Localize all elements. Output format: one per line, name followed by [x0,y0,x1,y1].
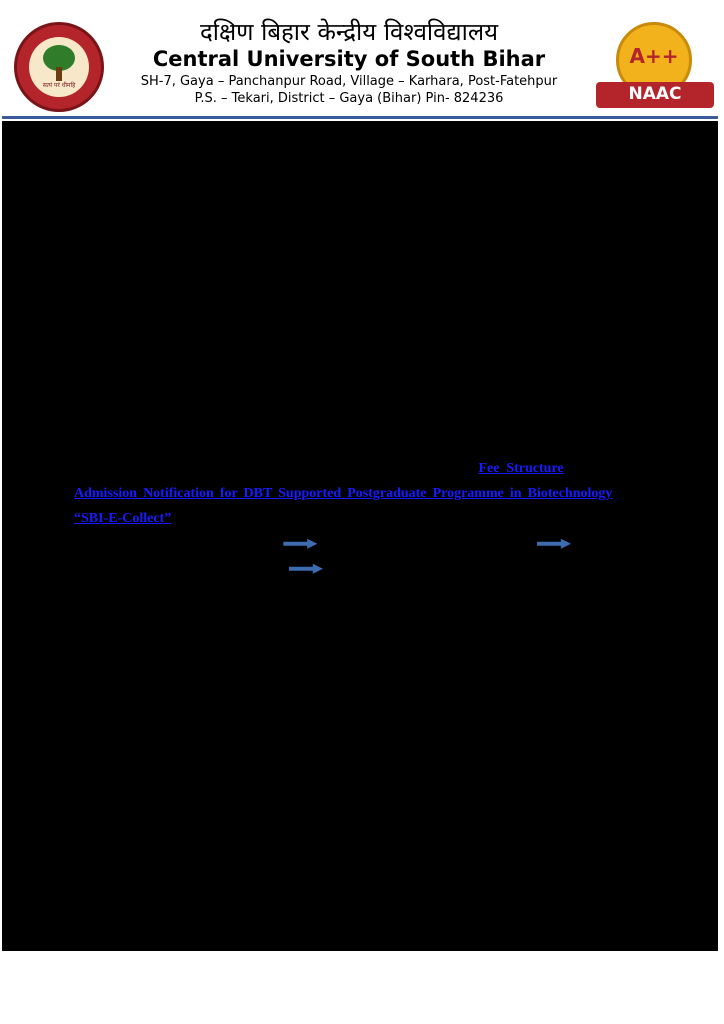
logo-motto: सत्यं परं धीमहि [42,82,76,89]
university-logo [14,22,104,112]
naac-grade: A++ [629,44,679,68]
address-line-1: SH-7, Gaya – Panchanpur Road, Village – Karhara, Post-Fatehpur [140,74,558,89]
admission-link-line-2: PROGRAMME IN BIOTECHNOLOGY [74,684,321,699]
para-number: 2. [74,436,85,451]
col-appl-no: GATB Appl. No. [272,289,371,304]
arrow-right-icon [537,539,571,549]
col-roll-no: GATB Roll No. [127,289,219,304]
university-title-block [112,17,586,110]
naac-label: NAAC [628,84,682,104]
header-divider [2,116,718,119]
para-text-d: within the deadline (from 12.09.2023 to 13.09.2023). [177,511,491,526]
select-category-text: Select Category [74,536,663,576]
notice-title [62,154,662,186]
address [112,73,586,107]
para-text-a: The provisionally selected students for admission in DBT supported Biotechnology Programme may apply for admission by depositing the programme fee as per [74,436,662,476]
type-text: & type [460,561,500,576]
admission-notification-heading-link[interactable] [74,666,662,700]
naac-badge [596,22,714,112]
notice-title-line-1: ANNOUNCEMENT OF FEE PAYMENT & MERIT LIST (3rd ROUND) FOR ADMISSION IN DBT [81,154,643,169]
address-line-2: P.S. – Tekari, District – Gaya (Bihar) Pin- 824236 [194,91,504,106]
payment-category-text: payment category as Admission Fee - DBT Supported PG Prog -3rd Round . [74,586,662,626]
serial-4: 4 [80,379,87,394]
notice-title-line-2: SUPPORTED POSTGRADUATE PROGRAMME IN BIOTECHNOLOGY: ACADEMIC YEAR 2023-24 [69,170,655,185]
list-heading: List of candidates selected for admission in DBT supported M.Sc. Biotechnology Programme [72,250,550,282]
admission-link-line-1: ADMISSION NOTIFICATION FOR DBT SUPPORTED POSTGRADUATE [74,667,662,682]
educational-institutions-text: Educational Institutions [144,561,286,576]
serial-1: 1 [80,311,87,326]
notice-body [2,121,718,951]
serial-3: 3 [80,357,87,372]
signatory: Controller of Examinations [508,748,660,763]
as-text-2: as [408,561,421,576]
as-text-1: as [129,561,142,576]
col-candidate-name: Name of the candidate [403,289,538,304]
col-category: Category [559,289,615,304]
arrow-right-icon [283,539,317,549]
sbi-e-collect-link[interactable]: “SBI-E-Collect” [74,511,172,526]
search-bar-text: in search bar and select the same choose [176,586,408,601]
para-text-e: Please follow the following pathway through SBI-E-Collect [74,511,663,551]
homepage-text: Homepage [474,536,538,551]
filter-state-text: Filter by State [322,561,405,576]
para-text-f: Go to SBI-E- Collect [326,536,466,551]
col-sno: S.No. [68,289,100,304]
para-text-c: through [618,486,662,501]
para-text-b: provided in the [570,461,663,476]
fee-structure-link[interactable]: Fee Structure [478,461,564,476]
serial-5: 5 [80,402,87,417]
admission-notification-link[interactable]: Admission Notification for DBT Supported Postgraduate Programme in Biotechnology [74,486,613,501]
english-name: Central University of South Bihar [152,47,546,71]
arrow-right-icon [289,564,323,574]
hindi-name: दक्षिण बिहार केन्द्रीय विश्वविद्यालय [199,18,499,46]
choose-text: choose [579,536,619,551]
cusb-admission-text: Central University of South Bihar Admission [74,561,662,601]
intro-paragraph: The list of candidates who have been provisionally selected for DBT supported M.Sc. Biotechnology Programme in the Third (3rd ) merit list is hereby notified. [74,205,599,239]
serial-2: 2 [80,334,87,349]
bihar-text: Bihar [423,561,458,576]
letterhead [0,0,724,120]
payment-instructions [74,431,662,631]
